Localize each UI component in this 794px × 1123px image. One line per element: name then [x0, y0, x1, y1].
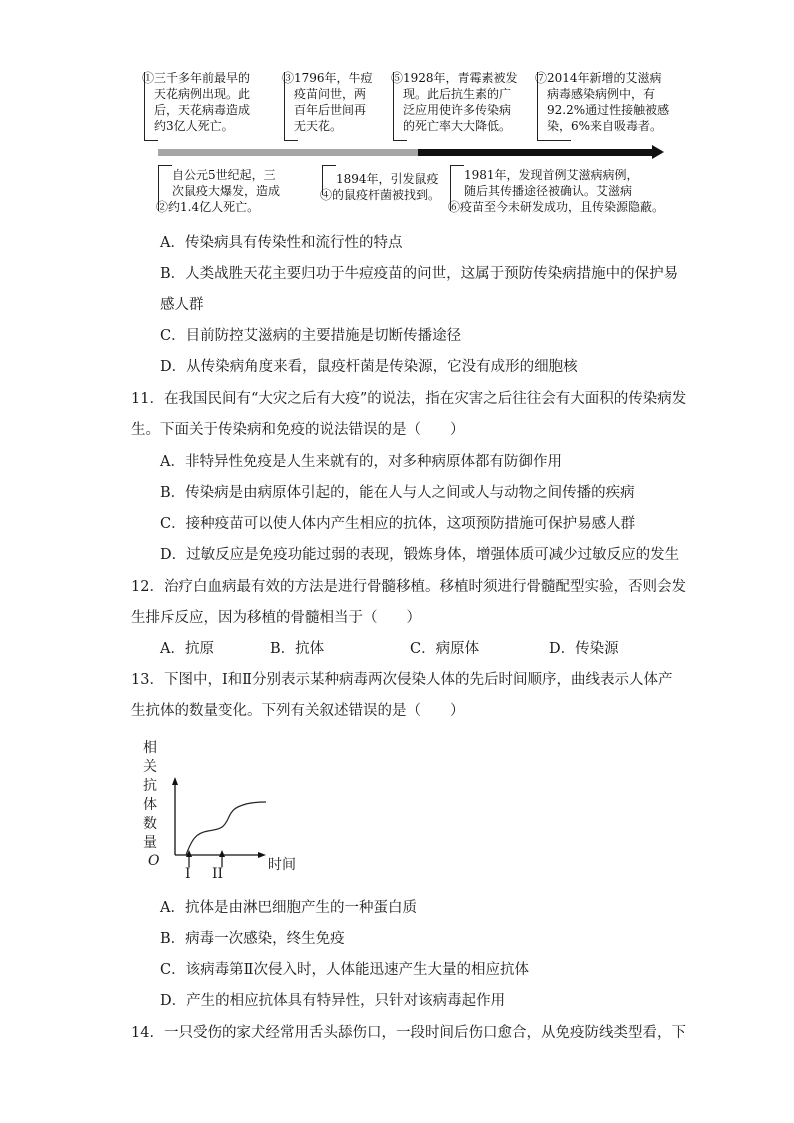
q13-option-a: A．抗体是由淋巴细胞产生的一种蛋白质 — [160, 900, 417, 916]
graph-ylabel-6: 量 — [143, 835, 157, 851]
timeline-item-3: ③1796年，牛痘 疫苗问世，两 百年后世间再 无天花。 — [282, 71, 373, 133]
q12-option-a: A．抗原 — [160, 641, 214, 657]
graph-mark-1: I — [185, 866, 191, 882]
q10-option-c: C．目前防控艾滋病的主要措施是切断传播途径 — [160, 328, 462, 344]
timeline-item-5: ⑤1928年，青霉素被发 现。此后抗生素的广 泛应用使许多传染病 的死亡率大大降低。 — [391, 71, 518, 133]
graph-mark-2: II — [212, 866, 224, 882]
q14-stem: 14．一只受伤的家犬经常用舌头舔伤口，一段时间后伤口愈合，从免疫防线类型看，下 — [131, 1025, 686, 1041]
q12-option-b: B．抗体 — [270, 641, 325, 657]
graph-y-arrow — [172, 777, 178, 785]
timeline-item-4: 1894年，引发鼠疫 ④的鼠疫杆菌被找到。 — [320, 172, 441, 202]
graph-svg — [160, 775, 270, 870]
q10-option-a: A．传染病具有传染性和流行性的特点 — [160, 235, 403, 251]
graph-ylabel-5: 数 — [143, 816, 157, 832]
timeline-item-6: 1981年，发现首例艾滋病病例， 随后其传播途径被确认。艾滋病 ⑥疫苗至今未研发成功，且传染源隐蔽。 — [448, 168, 665, 214]
q12-stem: 12．治疗白血病最有效的方法是进行骨髓移植。移植时须进行骨髓配型实验，否则会发 — [131, 579, 686, 595]
q13-stem: 13．下图中，I和Ⅱ分别表示某种病毒两次侵染人体的先后时间顺序，曲线表示人体产 — [131, 672, 673, 688]
q12-option-c: C．病原体 — [410, 641, 480, 657]
graph-ylabel-1: 相 — [143, 740, 157, 756]
q11-option-a: A．非特异性免疫是人生来就有的，对多种病原体都有防御作用 — [160, 454, 562, 470]
q11-option-d: D．过敏反应是免疫功能过弱的表现，锻炼身体，增强体质可减少过敏反应的发生 — [160, 547, 680, 563]
graph-xlabel: 时间 — [268, 857, 296, 873]
antibody-curve — [186, 802, 266, 855]
q10-option-d: D．从传染病角度来看，鼠疫杆菌是传染源，它没有成形的细胞核 — [160, 359, 578, 375]
q11-stem-cont: 生。下面关于传染病和免疫的说法错误的是（ ） — [131, 422, 465, 438]
timeline-item-7: ⑦2014年新增的艾滋病 病毒感染病例中，有 92.2%通过性接触被感 染，6%来自吸毒者。 — [535, 71, 670, 133]
q13-option-c: C．该病毒第Ⅱ次侵入时，人体能迅速产生大量的相应抗体 — [160, 962, 529, 978]
q11-stem: 11．在我国民间有“大灾之后有大疫”的说法，指在灾害之后往往会有大面积的传染病发 — [131, 391, 687, 407]
q12-stem-cont: 生排斥反应，因为移植的骨髓相当于（ ） — [131, 610, 421, 626]
q13-option-d: D．产生的相应抗体具有特异性，只针对该病毒起作用 — [160, 993, 506, 1009]
timeline-item-2: 自公元5世纪起，三 次鼠疫大爆发，造成 ②约1.4亿人死亡。 — [156, 168, 281, 214]
q11-option-b: B．传染病是由病原体引起的，能在人与人之间或人与动物之间传播的疾病 — [160, 485, 635, 501]
graph-origin: O — [148, 853, 160, 869]
graph-ylabel-3: 抗 — [143, 778, 157, 794]
q11-option-c: C．接种疫苗可以使人体内产生相应的抗体，这项预防措施可保护易感人群 — [160, 516, 636, 532]
graph-ylabel-2: 关 — [143, 759, 157, 775]
timeline-arrowhead — [652, 145, 664, 159]
graph-ylabel-4: 体 — [143, 797, 157, 813]
q13-stem-cont: 生抗体的数量变化。下列有关叙述错误的是（ ） — [131, 703, 465, 719]
q13-option-b: B．病毒一次感染，终生免疫 — [160, 931, 345, 947]
q12-option-d: D．传染源 — [549, 641, 619, 657]
q10-option-b: B．人类战胜天花主要归功于牛痘疫苗的问世，这属于预防传染病措施中的保护易 — [160, 266, 679, 282]
timeline-item-1: ①三千多年前最早的 天花病例出现。此 后，天花病毒造成 约3亿人死亡。 — [142, 71, 251, 133]
timeline-bar-black — [418, 149, 654, 156]
graph-x-arrow — [258, 852, 266, 858]
timeline-bar-gray — [158, 149, 418, 156]
q10-option-b-cont: 感人群 — [160, 297, 204, 313]
